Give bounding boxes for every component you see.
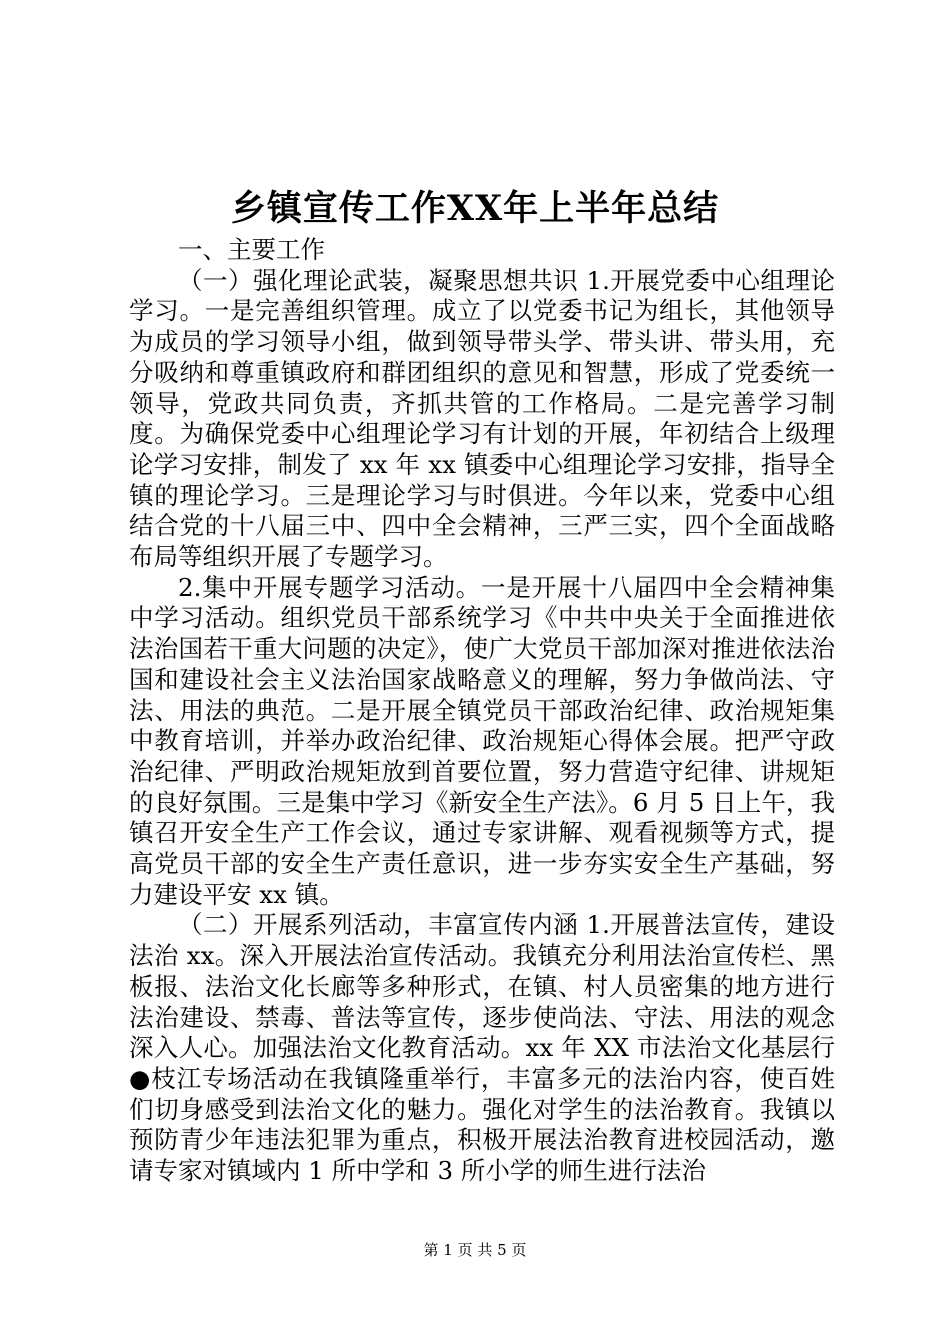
body-paragraph: （一）强化理论武装，凝聚思想共识 1.开展党委中心组理论学习。一是完善组织管理。成立了以党委书记为组长，其他领导为成员的学习领导小组，做到领导带头学、带头讲、带头用，充分吸纳和尊重镇政府和群团组织的意见和智慧，形成了党委统一领导，党政共同负责，齐抓共管的工作格局。二是完善学习制度。为确保党委中心组理论学习有计划的开展，年初结合上级理论学习安排，制发了 xx 年 xx 镇委中心组理论学习安排，指导全镇的理论学习。三是理论学习与时俱进。今年以来，党委中心组结合党的十八届三中、四中全会精神，三严三实，四个全面战略布局等组织开展了专题学习。 [129, 265, 835, 572]
body-paragraph: （二）开展系列活动，丰富宣传内涵 1.开展普法宣传，建设法治 xx。深入开展法治宣传活动。我镇充分利用法治宣传栏、黑板报、法治文化长廊等多种形式，在镇、村人员密集的地方进行法治建设、禁毒、普法等宣传，逐步使尚法、守法、用法的观念深入人心。加强法治文化教育活动。xx 年 XX 市法治文化基层行●枝江专场活动在我镇隆重举行，丰富多元的法治内容，使百姓们切身感受到法治文化的魅力。强化对学生的法治教育。我镇以预防青少年违法犯罪为重点，积极开展法治教育进校园活动，邀请专家对镇域内 1 所中学和 3 所小学的师生进行法治 [129, 910, 835, 1186]
document-title: 乡镇宣传工作XX年上半年总结 [230, 188, 720, 229]
section-heading: 一、主要工作 [178, 235, 325, 264]
page-footer: 第 1 页 共 5 页 [423, 1241, 527, 1259]
body-paragraph: 2.集中开展专题学习活动。一是开展十八届四中全会精神集中学习活动。组织党员干部系统学习《中共中央关于全面推进依法治国若干重大问题的决定》，使广大党员干部加深对推进依法治国和建设社会主义法治国家战略意义的理解，努力争做尚法、守法、用法的典范。二是开展全镇党员干部政治纪律、政治规矩集中教育培训，并举办政治纪律、政治规矩心得体会展。把严守政治纪律、严明政治规矩放到首要位置，努力营造守纪律、讲规矩的良好氛围。三是集中学习《新安全生产法》。6 月 5 日上午，我镇召开安全生产工作会议，通过专家讲解、观看视频等方式，提高党员干部的安全生产责任意识，进一步夯实安全生产基础，努力建设平安 xx 镇。 [129, 572, 835, 909]
document-body [129, 235, 835, 1187]
